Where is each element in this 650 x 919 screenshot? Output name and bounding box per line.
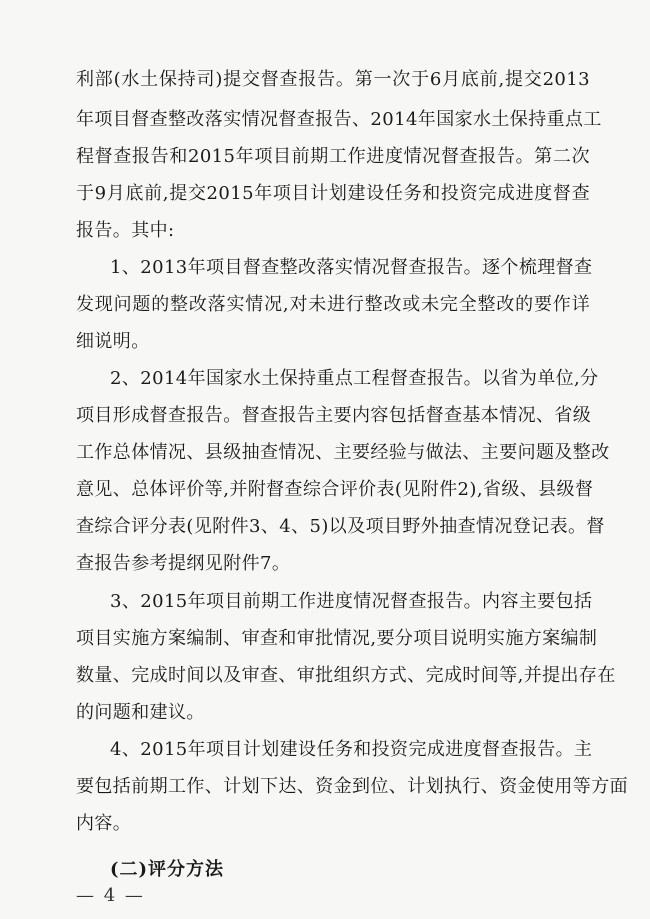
text-line: 发现问题的整改落实情况,对未进行整改或未完全整改的要作详: [76, 294, 590, 315]
text-line: 2、2014年国家水土保持重点工程督查报告。以省为单位,分: [110, 368, 599, 389]
text-line: 要包括前期工作、计划下达、资金到位、计划执行、资金使用等方面: [76, 776, 628, 797]
text-line: 查报告参考提纲见附件7。: [76, 553, 291, 574]
page-number: — 4 —: [76, 885, 145, 906]
text-line: 数量、完成时间以及审查、审批组织方式、完成时间等,并提出存在: [76, 665, 616, 686]
text-line: 内容。: [76, 813, 132, 834]
text-line: 3、2015年项目前期工作进度情况督查报告。内容主要包括: [110, 591, 593, 612]
text-line: 1、2013年项目督查整改落实情况督查报告。逐个梳理督查: [110, 257, 593, 278]
text-line: 工作总体情况、县级抽查情况、主要经验与做法、主要问题及整改: [76, 442, 610, 463]
text-line: 报告。其中:: [76, 220, 175, 241]
text-line: 意见、总体评价等,并附督查综合评价表(见附件2),省级、县级督: [76, 479, 594, 500]
text-line: 于9月底前,提交2015年项目计划建设任务和投资完成进度督查: [76, 183, 590, 204]
text-line: 细说明。: [76, 331, 150, 352]
text-line: 的问题和建议。: [76, 702, 205, 723]
section-heading: (二)评分方法: [110, 859, 225, 880]
text-line: 利部(水土保持司)提交督查报告。第一次于6月底前,提交2013: [76, 69, 590, 90]
text-line: 年项目督查整改落实情况督查报告、2014年国家水土保持重点工: [76, 109, 602, 130]
text-line: 程督查报告和2015年项目前期工作进度情况督查报告。第二次: [76, 146, 590, 167]
text-line: 项目形成督查报告。督查报告主要内容包括督查基本情况、省级: [76, 405, 592, 426]
text-line: 4、2015年项目计划建设任务和投资完成进度督查报告。主: [110, 739, 593, 760]
text-line: 查综合评分表(见附件3、4、5)以及项目野外抽查情况登记表。督: [76, 516, 605, 537]
text-line: 项目实施方案编制、审查和审批情况,要分项目说明实施方案编制: [76, 628, 598, 649]
